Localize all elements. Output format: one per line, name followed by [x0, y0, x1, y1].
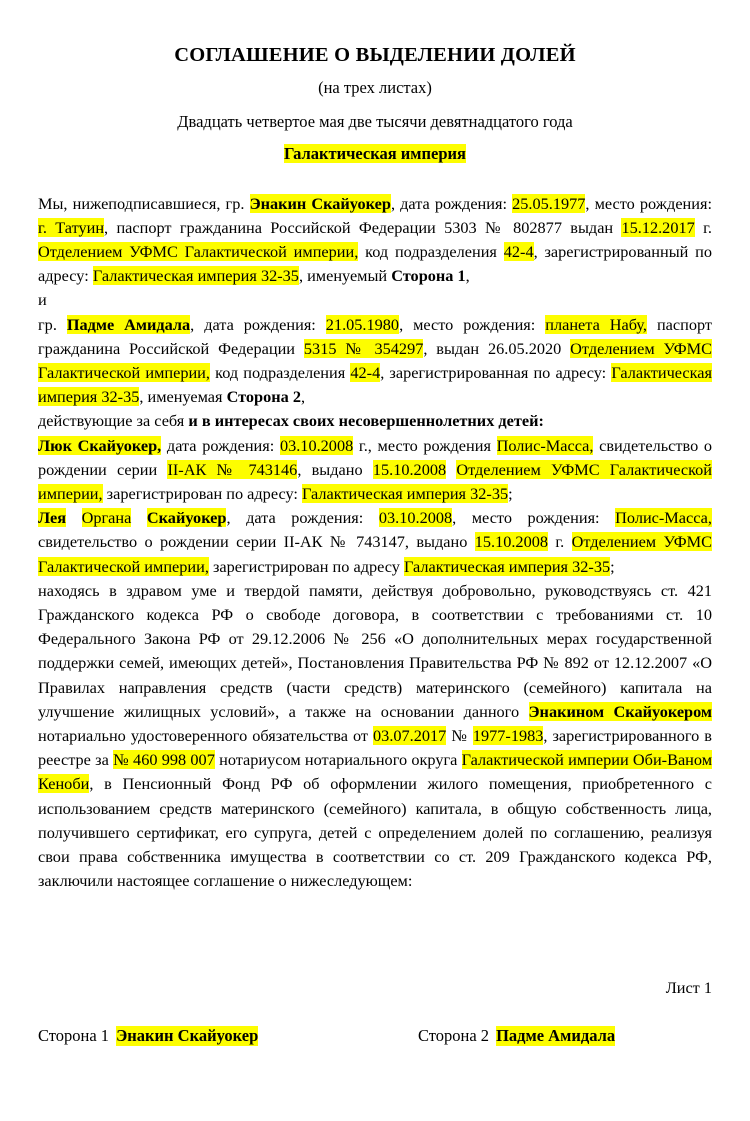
party-1-trailing-comma: ,: [465, 266, 470, 286]
party-conjunction: и: [38, 290, 47, 310]
legal-basis-suffix: нотариально удостоверенного: [38, 725, 248, 745]
party-1-passport-number: 802877: [513, 217, 562, 237]
party-1-issued-label: выдан: [570, 217, 614, 237]
legal-obligation-number: 1977-1983: [472, 725, 544, 745]
party-1-passport-label: , паспорт гражданина Российской Федерации: [104, 217, 436, 237]
child-1-birthplace-label: г., место рождения: [358, 435, 491, 455]
child-1-certificate-label: свидетельство о рождении серии: [38, 435, 713, 479]
child-2-birthdate: 03.10.2008: [378, 508, 453, 528]
child-1-terminator: ;: [508, 483, 513, 503]
child-2-name-middle: Органа: [81, 508, 132, 528]
signature-party-2-name: Падме Амидала: [496, 1026, 616, 1045]
party-2-role: Сторона 2: [226, 387, 301, 407]
party-1-birthdate-label: , дата рождения:: [390, 193, 507, 213]
child-1-issuer: Отделением УФМС Галактической империи,: [38, 459, 713, 503]
party-2-issued-label: , выдан 26.05.2020: [423, 338, 562, 358]
party-1-issuer: Отделением УФМС Галактической империи,: [38, 241, 359, 261]
legal-line-i: лица, получившего сертификат, его супруга, детей с определением долей по: [38, 798, 712, 842]
legal-obligation-label: обязательства от: [252, 725, 368, 745]
party-1-called-label: , именуемый: [298, 266, 388, 286]
legal-obligation-date: 03.07.2017: [373, 725, 447, 745]
signature-party-2: [418, 1026, 712, 1046]
legal-line-b: 421 Гражданского кодекса РФ о свободе договора, в соответствии с требованиями ст. 10: [38, 580, 712, 624]
party-1-passport-series: 5303: [444, 217, 477, 237]
party-1-address: Галактическая империя 32-35: [92, 266, 299, 286]
party-2-registered-label: , зарегистрированная по адресу:: [380, 362, 607, 382]
legal-line-e: РФ № 892 от 12.12.2007 «О Правилах направления средств (части средств): [38, 653, 712, 697]
legal-line-c: Федерального Закона РФ от 29.12.2006 № 256 «О дополнительных мерах: [38, 629, 588, 649]
party-2-birthplace: планета Набу,: [545, 314, 647, 334]
legal-notary-tail: , в: [89, 774, 112, 794]
legal-basis-name: Энакином Скайуокером: [528, 701, 713, 721]
child-2-registered-label: зарегистрирован по адресу: [212, 556, 400, 576]
child-2-paragraph: [38, 506, 712, 579]
child-1-issue-date: 15.10.2008: [372, 459, 447, 479]
child-1-registered-label: зарегистрирован по адресу:: [106, 483, 298, 503]
party-2-name: Падме Амидала: [66, 314, 191, 334]
party-2-passport-series: 5315 № 354297: [303, 338, 424, 358]
child-1-address: Галактическая империя 32-35: [302, 483, 509, 503]
child-2-issue-date: 15.10.2008: [474, 532, 548, 552]
legal-obligation-no-sign: №: [451, 725, 468, 745]
party-1-birthplace: г. Татуин: [38, 217, 105, 237]
legal-line-h: использованием средств материнского (семейного) капитала, в общую собственность: [38, 798, 667, 818]
legal-line-g: Пенсионный Фонд РФ об оформлении жилого помещения, приобретенного с: [122, 774, 712, 794]
child-2-name-first: Лея: [38, 508, 67, 528]
party-1-passport-no-sign: №: [484, 217, 505, 237]
child-1-birthplace: Полис-Масса,: [496, 435, 594, 455]
party-1-issuer-prefix: г.: [703, 217, 712, 237]
sheet-number-label: Лист 1: [665, 978, 712, 997]
signature-party-1-label: Сторона 1: [38, 1026, 110, 1045]
child-2-name-last: Скайуокер: [146, 508, 227, 528]
acting-for-children-line: [38, 409, 712, 433]
party-1-birthdate: 25.05.1977: [512, 193, 586, 213]
party-1-intro: Мы, нижеподписавшиеся, гр.: [38, 193, 245, 213]
child-1-certificate-series: II-АК № 743146: [167, 459, 298, 479]
party-1-role: Сторона 1: [391, 266, 466, 286]
child-2-birthplace: Полис-Масса,: [615, 508, 712, 528]
document-date-line: Двадцать четвертое мая две тысячи девятнадцатого года: [177, 112, 573, 132]
page-title: СОГЛАШЕНИЕ О ВЫДЕЛЕНИИ ДОЛЕЙ: [174, 44, 576, 66]
legal-notary-district: Галактической империи Оби-Ваном Кеноби: [38, 750, 713, 794]
child-2-birthplace-label: , место рождения:: [452, 508, 600, 528]
party-2-called-label: , именуемая: [139, 387, 223, 407]
signature-row: [38, 1026, 712, 1046]
legal-line-f: материнского (семейного) капитала на улучшение жилищных условий», а также на: [38, 677, 712, 721]
party-2-address: Галактическая империя 32-35: [38, 362, 713, 407]
legal-line-j: соглашению, реализуя свои права собственника имущества в соответствии со ст. 209: [38, 822, 712, 866]
child-2-issuer: Отделением УФМС Галактической империи,: [38, 532, 712, 576]
signature-party-1-name: Энакин Скайуокер: [116, 1026, 259, 1045]
child-1-issued-label: , выдано: [297, 459, 363, 479]
child-2-certificate-label: свидетельство о рождении серии II-АК № 743147, выдано: [38, 532, 468, 552]
party-2-issuer: Отделением УФМС Галактической империи,: [38, 338, 713, 382]
party-2-paragraph: [38, 313, 712, 410]
document-body: [38, 192, 712, 894]
legal-notary-label: нотариусом нотариального округа: [219, 750, 458, 770]
party-2-birthdate: 21.05.1980: [325, 314, 400, 334]
child-1-birthdate: 03.10.2008: [279, 435, 354, 455]
legal-paragraph: [38, 579, 712, 894]
document-place-highlight: Галактическая империя: [284, 143, 466, 163]
party-1-paragraph: [38, 192, 712, 289]
legal-line-k: Гражданского кодекса РФ, заключили настоящее соглашение о нижеследующем:: [38, 846, 713, 891]
party-1-issue-date: 15.12.2017: [621, 217, 695, 237]
party-1-dept-code: 42-4: [503, 241, 534, 261]
legal-basis-prefix: основании данного: [380, 701, 520, 721]
legal-registry-label: , зарегистрированного в реестре за: [38, 725, 712, 770]
child-2-issuer-prefix: г.: [555, 532, 565, 552]
party-1-registered-label: , зарегистрированный по адресу:: [38, 241, 713, 286]
acting-children-bold: и в интересах своих несовершеннолетних детей:: [188, 411, 544, 431]
child-2-birthdate-label: , дата рождения:: [226, 508, 364, 528]
party-1-name: Энакин Скайуокер: [249, 193, 391, 213]
child-2-terminator: ;: [610, 556, 615, 576]
party-2-trailing-comma: ,: [301, 387, 306, 407]
document-subtitle: (на трех листах): [318, 77, 432, 97]
party-2-birthdate-label: , дата рождения:: [190, 314, 316, 334]
party-2-dept-code-label: код подразделения: [215, 362, 346, 382]
party-1-dept-code-label: код подразделения: [365, 241, 497, 261]
party-2-birthplace-label: , место рождения:: [399, 314, 536, 334]
child-1-birthdate-label: дата рождения:: [166, 435, 275, 455]
legal-registry-number: № 460 998 007: [113, 750, 215, 770]
party-1-birthplace-label: , место рождения:: [585, 193, 712, 213]
legal-line-a: находясь в здравом уме и твердой памяти, действуя добровольно, руководствуясь ст.: [38, 580, 679, 600]
document-place-line: [38, 144, 712, 165]
signature-party-2-label: Сторона 2: [418, 1026, 490, 1045]
signature-party-1: [38, 1026, 418, 1046]
legal-line-d: государственной поддержки семей, имеющих детей», Постановления Правительства: [38, 629, 712, 673]
acting-prefix: действующие за себя: [38, 411, 185, 431]
party-2-dept-code: 42-4: [350, 362, 381, 382]
child-1-paragraph: [38, 434, 712, 507]
child-2-address: Галактическая империя 32-35: [404, 556, 611, 576]
child-1-name: Люк Скайуокер,: [38, 435, 162, 455]
party-2-intro: гр.: [38, 314, 57, 334]
party-2-passport-label: паспорт гражданина Российской Федерации: [38, 314, 712, 358]
